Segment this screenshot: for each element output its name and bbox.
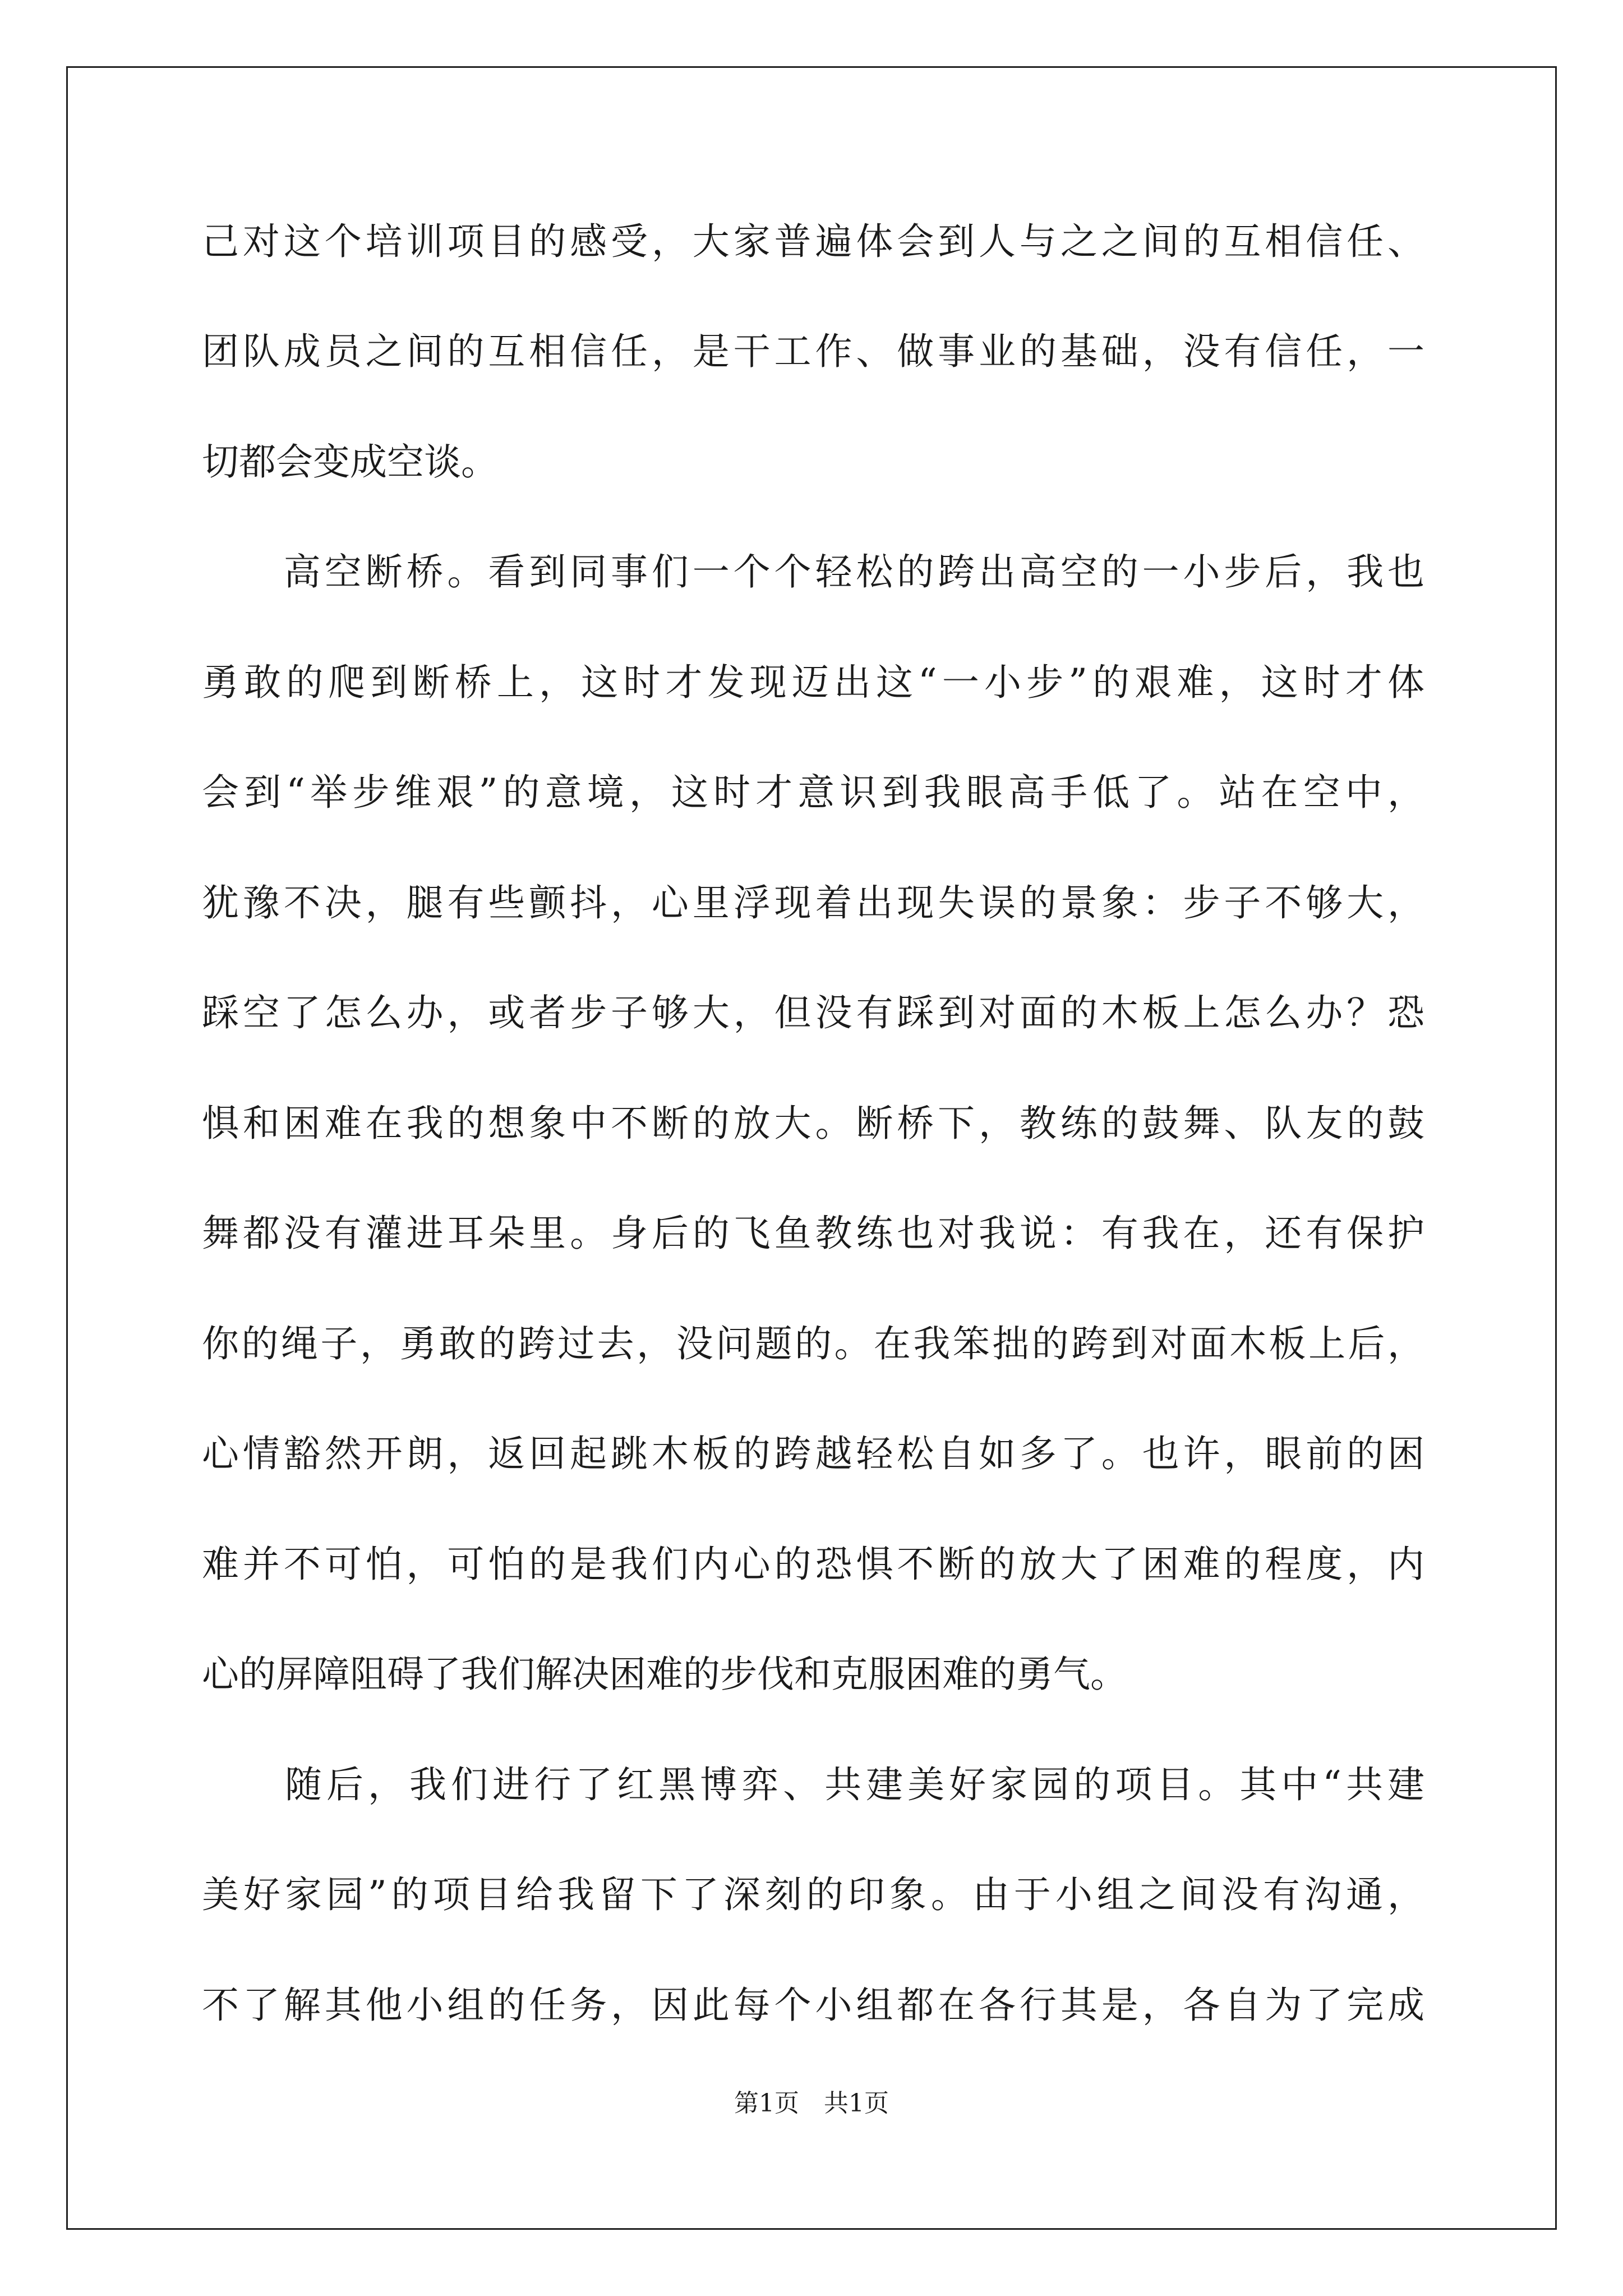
text-line: 高空断桥。看到同事们一个个轻松的跨出高空的一小步后，我也 (202, 550, 1424, 593)
text-line: 团队成员之间的互相信任，是干工作、做事业的基础，没有信任，一 (202, 330, 1424, 373)
text-line: 己对这个培训项目的感受，大家普遍体会到人与之之间的互相信任、 (202, 220, 1424, 263)
text-line: 随后，我们进行了红黑博弈、共建美好家园的项目。其中“共建 (202, 1763, 1424, 1806)
text-line: 不了解其他小组的任务，因此每个小组都在各行其是，各自为了完成 (202, 1984, 1424, 2027)
page-number-footer: 第1页 共1页 (734, 2089, 889, 2118)
text-line: 你的绳子，勇敢的跨过去，没问题的。在我笨拙的跨到对面木板上后， (202, 1322, 1424, 1365)
text-line: 心的屏障阻碍了我们解决困难的步伐和克服困难的勇气。 (202, 1653, 1127, 1696)
text-line: 会到“举步维艰”的意境，这时才意识到我眼高手低了。站在空中， (202, 771, 1424, 814)
text-line: 美好家园”的项目给我留下了深刻的印象。由于小组之间没有沟通， (202, 1873, 1424, 1916)
text-line: 惧和困难在我的想象中不断的放大。断桥下，教练的鼓舞、队友的鼓 (202, 1102, 1424, 1145)
text-line: 心情豁然开朗，返回起跳木板的跨越轻松自如多了。也许，眼前的困 (202, 1432, 1424, 1475)
text-line: 难并不可怕，可怕的是我们内心的恐惧不断的放大了困难的程度，内 (202, 1543, 1424, 1586)
text-line: 勇敢的爬到断桥上，这时才发现迈出这“一小步”的艰难，这时才体 (202, 661, 1424, 704)
text-line: 切都会变成空谈。 (202, 440, 498, 484)
text-line: 舞都没有灌进耳朵里。身后的飞鱼教练也对我说：有我在，还有保护 (202, 1212, 1424, 1255)
text-line: 犹豫不决，腿有些颤抖，心里浮现着出现失误的景象：步子不够大， (202, 881, 1424, 924)
text-line: 踩空了怎么办，或者步子够大，但没有踩到对面的木板上怎么办？恐 (202, 991, 1424, 1034)
